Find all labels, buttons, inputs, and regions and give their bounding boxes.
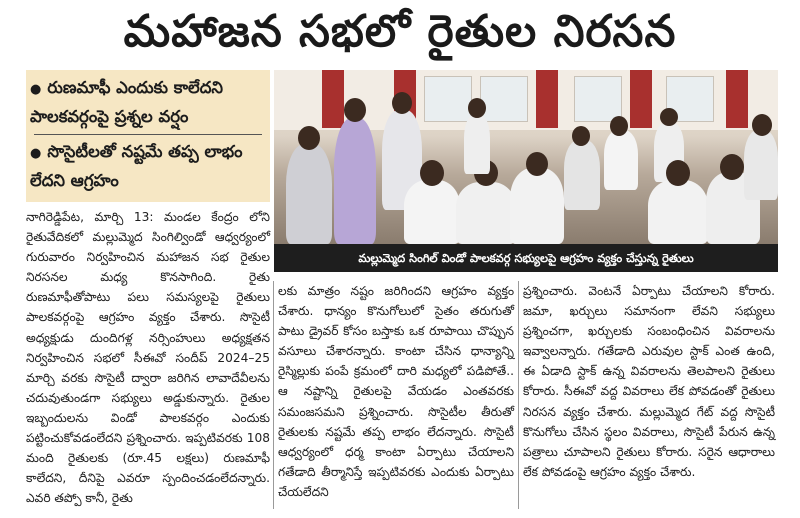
bullet-icon: ● <box>30 82 42 97</box>
deck-item <box>30 74 266 130</box>
article-text: ప్రశ్నించారు. వెంటనే ఏర్పాటు చేయాలని కోరారు. జమా, ఖర్చులు సమానంగా లేవని సభ్యులు ప్రశ్నించగా, ఖర్చులకు సంబంధించిన వివరాలను ఇవ్వాలన్నారు. గతేడాది ఎరువుల స్టాక్ ఎంత ఉంది, ఈ ఏడాది స్టాక్ ఉన్న వివరాలను తెలపాలని రైతులు కోరారు. సీఈవో వద్ద వివరాలు లేక పోవడంతో రైతులు నిరసన వ్యక్తం చేశారు. మల్లుమ్మెద గేట్ వద్ద సొసైటీ కొనుగోలు చేసిన స్థలం వివరాలు, సొసైటీ పేరున ఉన్న పత్రాలు చూపాలని రైతులు కోరారు. సరైన ఆధారాలు లేక పోవడంపై ఆగ్రహం వ్యక్తం చేశారు. <box>523 284 775 479</box>
article-column-3 <box>523 281 775 482</box>
article-text: నాగిరెడ్డిపేట, మార్చి 13: మండల కేంద్రం లోని రైతువేదికలో మల్లుమ్మెద సింగిల్విండో ఆధ్వర్యంలో గురువారం నిర్వహించిన మహాజన సభ రైతుల నిరసనల మధ్య కొనసాగింది. రైతు రుణమాఫీతోపాటు పలు సమస్యలపై రైతులు పాలకవర్గంపై ఆగ్రహం వ్యక్తం చేశారు. సొసైటీ అధ్యక్షుడు దుందిగళ్ల నర్సింహులు అధ్యక్షతన నిర్వహించిన సభలో సీఈవో సందీప్ 2024–25 మార్చి వరకు సొసైటీ ద్వారా జరిగిన లావాదేవీలను చదువుతుండగా సభ్యులు అడ్డుకున్నారు. రైతుల ఇబ్బందులను విండో పాలకవర్గం ఎందుకు పట్టించుకోవడంలేదని ప్రశ్నించారు. ఇప్పటివరకు 108 మంది రైతులకు (రూ.45 లక్షలు) రుణమాఫీ కాలేదని, దీనిపై ఎవరూ స్పందించడంలేదన్నారు. ఎవరి తప్పో కానీ, రైతు <box>26 210 270 506</box>
bullet-icon: ● <box>30 146 42 161</box>
deck-box <box>26 70 270 202</box>
column-divider <box>273 281 274 509</box>
article-column-1 <box>26 207 270 508</box>
column-divider <box>518 281 519 509</box>
headline: మహాజన సభలో రైతుల నిరసన <box>123 6 677 57</box>
article-text: లకు మాత్రం నష్టం జరిగిందని ఆగ్రహం వ్యక్తం చేశారు. ధాన్యం కొనుగోలులో సైతం తరుగుతో పాటు డ్రైవర్ కోసం బస్తాకు ఒక రూపాయి చొప్పున వసూలు చేశారన్నారు. కాంటా చేసిన ధాన్యాన్ని రైస్మిల్లుకు పంపే క్రమంలో దారి మధ్యలో పడిపోతే.. ఆ నష్టాన్ని రైతులపై వేయడం ఎంతవరకు సమంజసమని ప్రశ్నించారు. సొసైటీల తీరుతో రైతులకు నష్టమే తప్ప లాభం లేదన్నారు. సొసైటీ ఆధ్వర్యంలో ధర్మ కాంటా ఏర్పాటు చేయాలని గతేడాది తీర్మానిస్తే ఇప్పటివరకు ఎందుకు ఏర్పాటు చేయలేదని <box>278 284 514 499</box>
photo-caption: మల్లుమ్మెద సింగిల్ విండో పాలకవర్గ సభ్యులపై ఆగ్రహం వ్యక్తం చేస్తున్న రైతులు <box>274 244 778 272</box>
deck-text: రుణమాఫీ ఎందుకు కాలేదని పాలకవర్గంపై ప్రశ్నల వర్షం <box>30 78 223 126</box>
news-photo <box>274 70 778 244</box>
deck-item <box>30 138 266 194</box>
deck-text: సొసైటీలతో నష్టమే తప్ప లాభం లేదని ఆగ్రహం <box>30 142 243 190</box>
article-column-2 <box>278 281 514 502</box>
deck-divider <box>34 134 262 135</box>
